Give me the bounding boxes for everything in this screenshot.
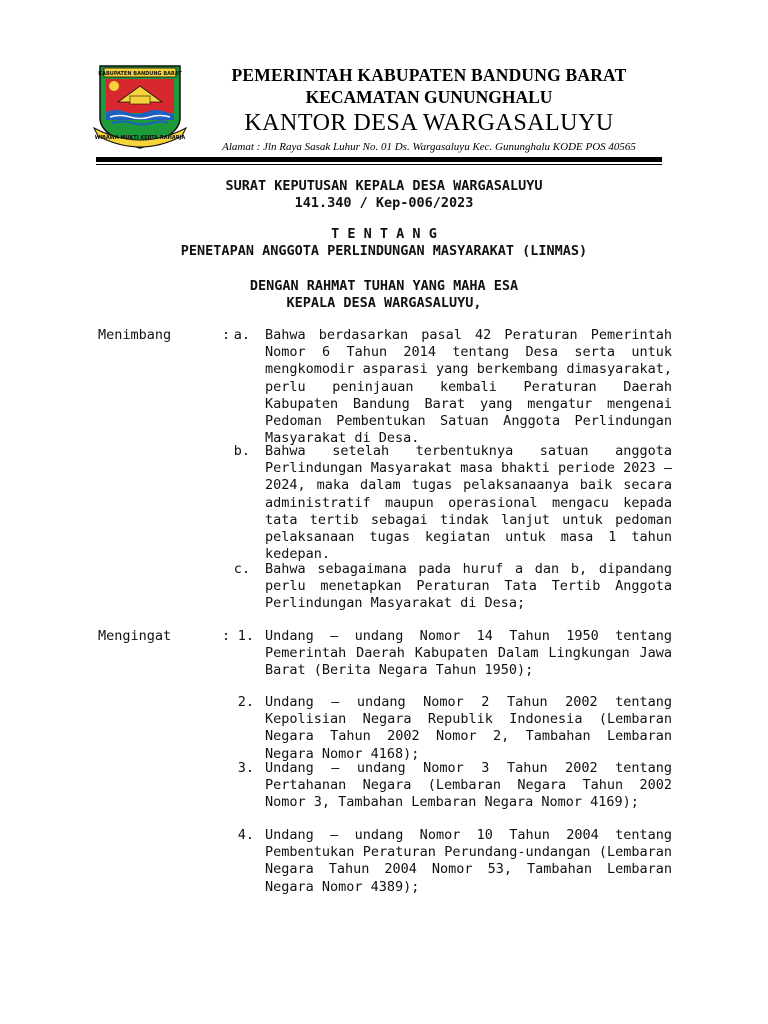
letterhead xyxy=(190,64,668,155)
kabupaten-bandung-barat-emblem xyxy=(92,62,188,152)
decree-subject: PENETAPAN ANGGOTA PERLINDUNGAN MASYARAKAT (LINMAS) xyxy=(180,243,588,259)
menimbang-mark-c: c. xyxy=(233,561,250,577)
menimbang-item-a: Bahwa berdasarkan pasal 42 Peraturan Pemerintah Nomor 6 Tahun 2014 tentang Desa serta untuk mengkomodir asparasi yang berkembang dimasyarakat, perlu peninjauan kembali Peraturan Daerah Kabupaten Bandung Barat yang mengatur mengenai Pedoman Pembentukan Satuan Anggota Perlindungan Masyarakat di Desa. xyxy=(265,327,672,447)
decree-title: SURAT KEPUTUSAN KEPALA DESA WARGASALUYU xyxy=(225,178,543,194)
decree-number: 141.340 / Kep-006/2023 xyxy=(294,195,474,211)
letterhead-divider-thin xyxy=(96,164,662,165)
menimbang-label: Menimbang xyxy=(98,327,172,343)
mengingat-mark-4: 4. xyxy=(237,827,254,843)
decree-heading xyxy=(96,178,672,212)
mengingat-item-2: Undang – undang Nomor 2 Tahun 2002 tentang Kepolisian Negara Republik Indonesia (Lembaran Negara Tahun 2002 Nomor 2, Tambahan Lembaran Negara Nomor 4168); xyxy=(265,694,672,762)
mengingat-item-4: Undang – undang Nomor 10 Tahun 2004 tentang Pembentukan Peraturan Perundang-undangan (Lembaran Negara Tahun 2004 Nomor 53, Tambahan Lembaran Negara Nomor 4389); xyxy=(265,827,672,895)
preamble-kepala: KEPALA DESA WARGASALUYU, xyxy=(286,295,482,311)
mengingat-mark-2: 2. xyxy=(237,694,254,710)
letterhead-office: KANTOR DESA WARGASALUYU xyxy=(244,110,614,136)
menimbang-item-b: Bahwa setelah terbentuknya satuan anggota Perlindungan Masyarakat masa bhakti periode 2023 – 2024, maka dalam tugas pelaksanaanya baik secara administratif maupun operasional mengacu kepada tata tertib sebagai tindak lanjut untuk pedoman pelaksanaan tugas kegiatan untuk masa 1 tahun kedepan. xyxy=(265,443,672,563)
mengingat-colon: : xyxy=(222,628,231,644)
mengingat-label: Mengingat xyxy=(98,628,172,644)
letterhead-regency: PEMERINTAH KABUPATEN BANDUNG BARAT xyxy=(231,65,627,85)
mengingat-mark-3: 3. xyxy=(237,760,254,776)
emblem-ribbon-text: WIBAWA MUKTI KERTA RAHARJA xyxy=(94,135,186,141)
mengingat-item-3: Undang – undang Nomor 3 Tahun 2002 tentang Pertahanan Negara (Lembaran Negara Tahun 2002 Nomor 3, Tambahan Lembaran Negara Nomor 4169); xyxy=(265,760,672,811)
decree-subject-block xyxy=(96,226,672,260)
tentang-heading: T E N T A N G xyxy=(331,226,437,242)
menimbang-mark-b: b. xyxy=(233,443,250,459)
letterhead-divider-thick xyxy=(96,157,662,162)
menimbang-colon: : xyxy=(222,327,231,343)
mengingat-item-1: Undang – undang Nomor 14 Tahun 1950 tentang Pemerintah Daerah Kabupaten Dalam Lingkungan Jawa Barat (Berita Negara Tahun 1950); xyxy=(265,628,672,679)
mengingat-mark-1: 1. xyxy=(237,628,254,644)
preamble-block xyxy=(96,278,672,312)
menimbang-item-c: Bahwa sebagaimana pada huruf a dan b, dipandang perlu menetapkan Peraturan Tata Tertib Anggota Perlindungan Masyarakat di Desa; xyxy=(265,561,672,612)
letterhead-address: Alamat : Jln Raya Sasak Luhur No. 01 Ds. Wargasaluyu Kec. Gununghalu KODE POS 40565 xyxy=(222,141,636,153)
emblem-top-text: KABUPATEN BANDUNG BARAT xyxy=(98,71,182,77)
menimbang-mark-a: a. xyxy=(233,327,250,343)
letterhead-district: KECAMATAN GUNUNGHALU xyxy=(305,87,553,107)
preamble-rahmat: DENGAN RAHMAT TUHAN YANG MAHA ESA xyxy=(249,278,519,294)
